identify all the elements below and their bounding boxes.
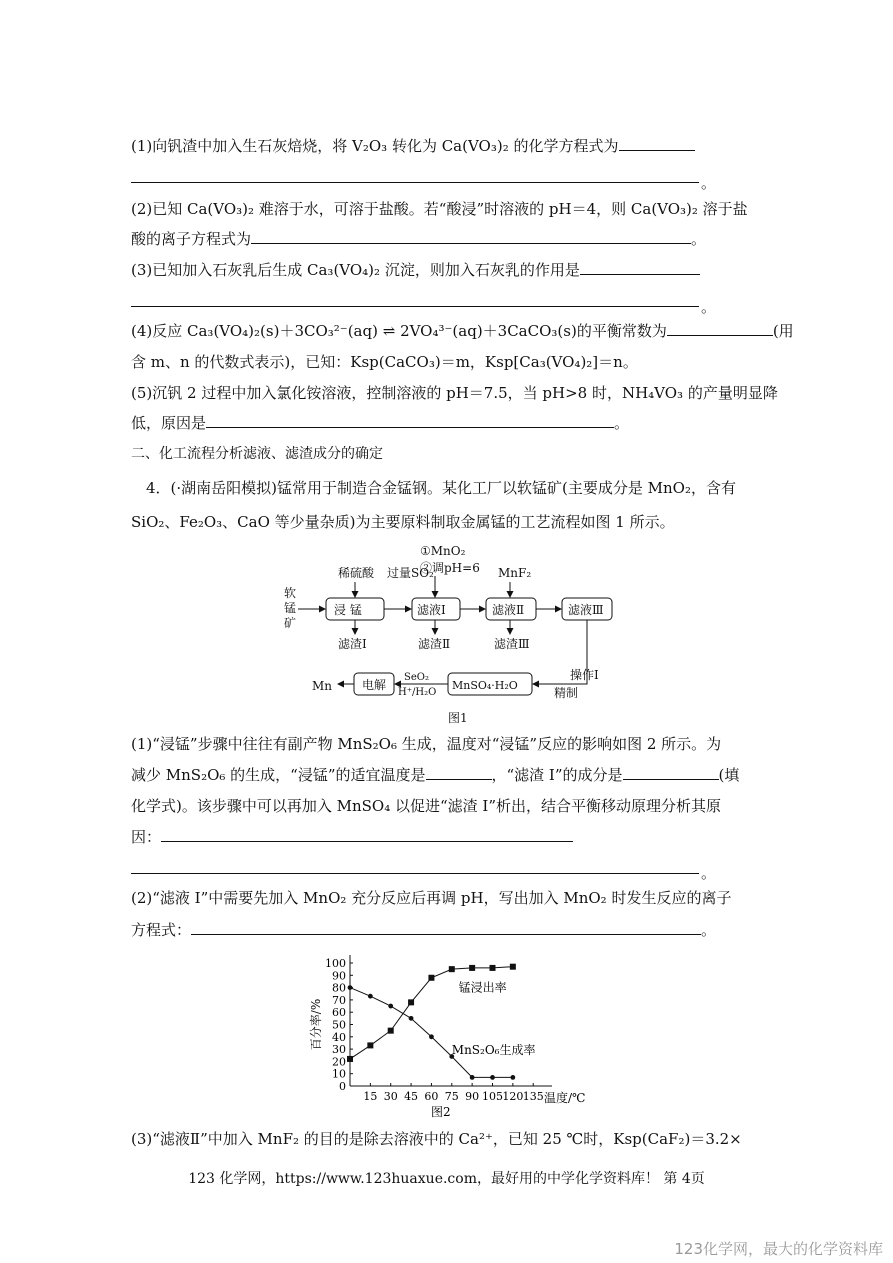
y-tick-label: 50 [332, 1018, 346, 1032]
flow-ore-1: 软 [284, 586, 297, 600]
part3-line1: (3)“滤液Ⅱ”中加入 MnF₂ 的目的是除去溶液中的 Ca²⁺，已知 25 ℃时，Ksp(CaF₂)＝3.2× [131, 1130, 742, 1148]
flow-residue3: 滤渣Ⅲ [494, 637, 530, 651]
flow-box-leach-label: 浸 锰 [334, 603, 362, 617]
temperature-chart [300, 950, 600, 1120]
q5-line1: (5)沉钒 2 过程中加入氯化铵溶液，控制溶液的 pH＝7.5，当 pH>8 时，NH₄VO₃ 的产量明显降 [131, 384, 778, 402]
part1-line4-label: 因： [131, 828, 162, 846]
flow-reagent2: ②调pH=6 [420, 561, 480, 575]
q1-text [131, 136, 695, 156]
answer-line[interactable] [131, 306, 699, 307]
y-tick-label: 100 [325, 957, 346, 970]
x-tick-label: 30 [383, 1090, 398, 1103]
series-line-1 [350, 988, 513, 1078]
data-point [449, 966, 455, 972]
x-tick-label: 15 [363, 1090, 378, 1103]
series-label-0: 锰浸出率 [458, 980, 507, 995]
part2-line1: (2)“滤液 Ⅰ”中需要先加入 MnO₂ 充分反应后再调 pH，写出加入 MnO₂ 时发生反应的离子 [131, 889, 732, 907]
watermark: 123化学网，最大的化学资料库 [674, 1240, 883, 1258]
period: 。 [701, 174, 717, 192]
part1-line2b: ，“滤渣 Ⅰ”的成分是 [491, 766, 623, 784]
x-tick-label: 105 [482, 1090, 503, 1103]
q4-line1-wrap [131, 321, 794, 341]
problem4-line2: SiO₂、Fe₂O₃、CaO 等少量杂质)为主要原料制取金属锰的工艺流程如图 1 所示。 [131, 513, 675, 531]
y-tick-label: 0 [339, 1080, 346, 1093]
answer-blank[interactable] [667, 321, 773, 336]
period: 。 [614, 414, 630, 432]
q1-line1: (1)向钒渣中加入生石灰焙烧，将 V₂O₃ 转化为 Ca(VO₃)₂ 的化学方程式为 [131, 137, 619, 155]
answer-blank[interactable] [161, 827, 573, 842]
chart-caption: 图2 [431, 1105, 451, 1119]
y-tick-label: 30 [332, 1043, 346, 1057]
flow-h-h2o: H⁺/H₂O [398, 687, 437, 698]
data-point [470, 1075, 475, 1080]
answer-blank[interactable] [206, 413, 614, 428]
flow-residue1: 滤渣Ⅰ [338, 637, 367, 651]
q2-line1: (2)已知 Ca(VO₃)₂ 难溶于水，可溶于盐酸。若“酸浸”时溶液的 pH＝4，则 Ca(VO₃)₂ 溶于盐 [131, 200, 748, 218]
flow-acid: 稀硫酸 [338, 566, 375, 580]
series-label-1: MnS₂O₆生成率 [451, 1043, 536, 1058]
data-point [348, 985, 353, 990]
answer-blank[interactable] [191, 920, 701, 935]
flow-operation1: 操作Ⅰ [570, 668, 599, 682]
data-point [429, 1034, 434, 1039]
q5-line2: 低，原因是 [131, 414, 207, 432]
flow-box-electrolysis-label: 电解 [362, 678, 387, 692]
y-tick-label: 70 [332, 993, 346, 1007]
x-tick-label: 120 [502, 1090, 524, 1103]
data-point [388, 1004, 393, 1009]
flow-so2: 过量SO₂ [387, 566, 434, 580]
answer-line[interactable] [131, 873, 699, 874]
flow-box-filtrate2-label: 滤液Ⅱ [492, 603, 525, 617]
y-axis-label: 百分率/% [309, 998, 323, 1051]
q2-line2: 酸的离子方程式为 [131, 230, 252, 248]
flow-box-filtrate1-label: 滤液Ⅰ [417, 603, 446, 617]
q4-line1-end: (用 [772, 322, 794, 340]
part2-line2 [131, 920, 716, 940]
flow-box-mnso4-label: MnSO₄·H₂O [452, 679, 518, 692]
part1-line4 [131, 827, 573, 847]
problem4-line1: 4．(·湖南岳阳模拟)锰常用于制造合金锰钢。某化工厂以软锰矿(主要成分是 MnO₂，含有 [146, 479, 736, 497]
data-point [368, 994, 373, 999]
part1-line1: (1)“浸锰”步骤中往往有副产物 MnS₂O₆ 生成，温度对“浸锰”反应的影响如图 2 所示。为 [131, 735, 722, 753]
section-heading: 二、化工流程分析滤液、滤渣成分的确定 [131, 446, 383, 462]
x-tick-label: 90 [465, 1090, 480, 1103]
q3-line1-wrap [131, 260, 700, 280]
data-point [490, 965, 496, 971]
period: 。 [701, 864, 717, 882]
answer-blank[interactable] [619, 136, 695, 151]
q4-line2: 含 m、n 的代数式表示)，已知：Ksp(CaCO₃)＝m，Ksp[Ca₃(VO₄)₂]＝n。 [131, 353, 638, 371]
y-tick-label: 60 [332, 1006, 346, 1020]
data-point [367, 1042, 373, 1048]
data-point [409, 1016, 414, 1021]
answer-blank[interactable] [251, 229, 691, 244]
answer-blank[interactable] [623, 765, 719, 780]
data-point [510, 1075, 515, 1080]
part1-line3: 化学式)。该步骤中可以再加入 MnSO₄ 以促进“滤渣 Ⅰ”析出，结合平衡移动原理分析其原 [131, 797, 722, 815]
y-tick-label: 10 [332, 1067, 346, 1081]
part1-line2c: (填 [718, 766, 740, 784]
data-point [408, 999, 414, 1005]
flow-mn: Mn [312, 679, 333, 693]
flow-seo2: SeO₂ [404, 672, 429, 683]
flow-box-filtrate3-label: 滤液Ⅲ [568, 603, 604, 617]
flow-ore-3: 矿 [284, 616, 297, 630]
q5-line2-wrap [131, 413, 629, 433]
data-point [428, 975, 434, 981]
period: 。 [701, 298, 717, 316]
q2-line2-wrap [131, 229, 706, 249]
data-point [510, 964, 516, 970]
flow-ore-2: 锰 [284, 601, 297, 615]
answer-blank[interactable] [426, 765, 492, 780]
x-axis-label: 温度/℃ [544, 1091, 586, 1105]
part1-line2a: 减少 MnS₂O₆ 的生成，“浸锰”的适宜温度是 [131, 766, 426, 784]
flow-mnf2: MnF₂ [498, 566, 532, 580]
flow-caption: 图1 [448, 711, 468, 725]
process-flow-diagram [270, 540, 630, 730]
x-tick-label: 60 [424, 1090, 439, 1103]
flow-residue2: 滤渣Ⅱ [418, 637, 451, 651]
y-tick-label: 20 [332, 1055, 346, 1069]
data-point [347, 1056, 353, 1062]
answer-line[interactable] [131, 182, 699, 183]
period: 。 [691, 230, 707, 248]
flow-reagent1: ①MnO₂ [420, 544, 466, 558]
part1-line2 [131, 765, 739, 785]
answer-blank[interactable] [580, 260, 700, 275]
x-tick-label: 45 [404, 1090, 419, 1103]
data-point [388, 1028, 394, 1034]
period: 。 [701, 921, 717, 939]
part2-line2-label: 方程式： [131, 921, 192, 939]
data-point [469, 965, 475, 971]
q3-line1: (3)已知加入石灰乳后生成 Ca₃(VO₄)₂ 沉淀，则加入石灰乳的作用是 [131, 261, 580, 279]
y-tick-label: 40 [332, 1030, 346, 1044]
page-footer: 123 化学网，https://www.123huaxue.com，最好用的中学化学资料库！ 第 4页 [188, 1171, 705, 1187]
q4-line1: (4)反应 Ca₃(VO₄)₂(s)＋3CO₃²⁻(aq) ⇌ 2VO₄³⁻(aq)＋3CaCO₃(s)的平衡常数为 [131, 322, 667, 340]
x-tick-label: 135 [522, 1090, 544, 1103]
flow-refine: 精制 [554, 686, 579, 700]
y-tick-label: 80 [332, 981, 346, 995]
x-tick-label: 75 [444, 1090, 459, 1103]
y-tick-label: 90 [332, 969, 346, 983]
data-point [490, 1075, 495, 1080]
